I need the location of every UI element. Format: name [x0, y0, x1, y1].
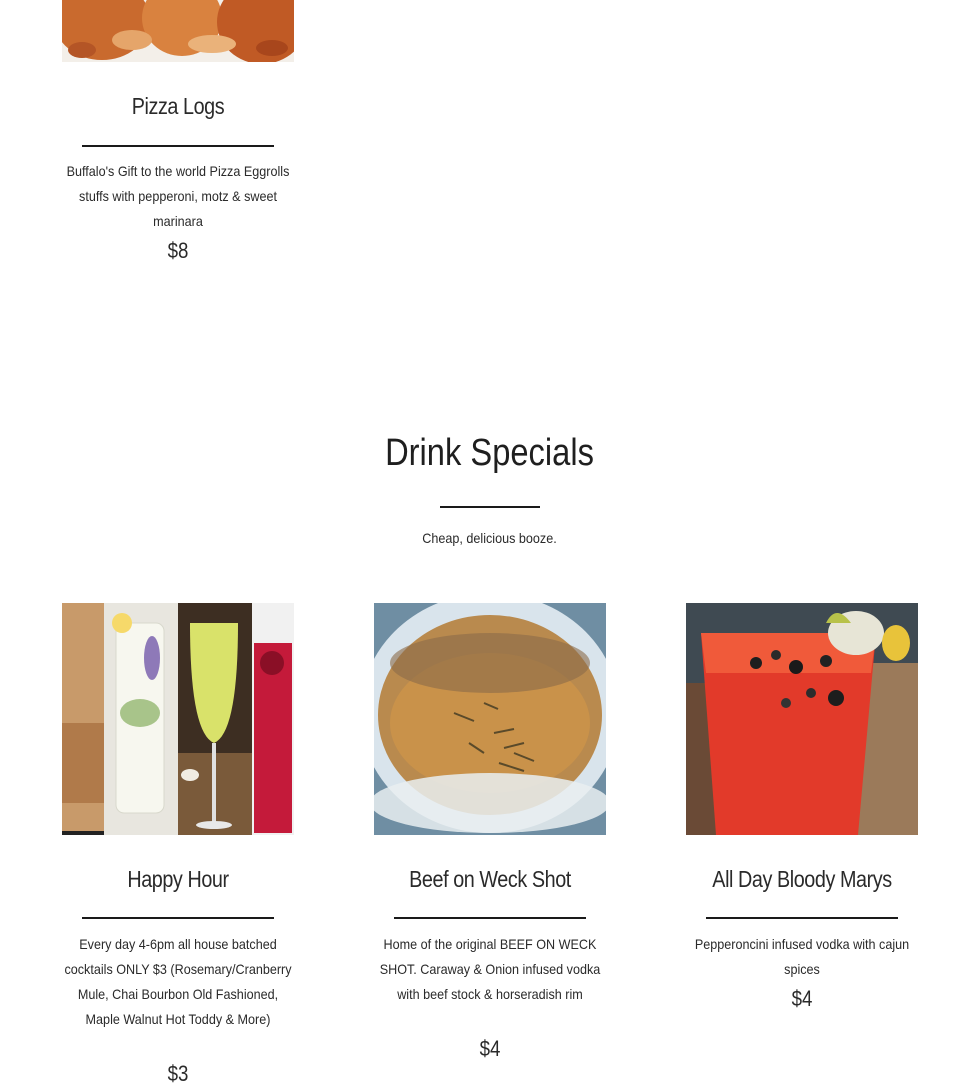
beef-on-weck-shot-photo	[374, 603, 606, 835]
item-price: $4	[791, 986, 813, 1011]
divider	[82, 917, 274, 919]
section-subtitle: Cheap, delicious booze.	[422, 530, 557, 546]
item-description: Every day 4-6pm all house batched cocktails ONLY $3 (Rosemary/Cranberry Mule, Chai Bourbon Old Fashioned, Maple Walnut Hot Toddy & More)	[64, 936, 292, 1027]
item-description: Home of the original BEEF ON WECK SHOT. Caraway & Onion infused vodka with beef stock & horseradish rim	[379, 936, 601, 1002]
item-price: $8	[167, 238, 189, 263]
divider	[82, 145, 274, 147]
item-price: $3	[167, 1061, 189, 1086]
item-title: Beef on Weck Shot	[409, 866, 571, 892]
section-divider	[440, 506, 540, 508]
section-title: Drink Specials	[385, 432, 594, 474]
bloody-mary-photo	[686, 603, 918, 835]
pizza-logs-photo	[62, 0, 294, 62]
item-description: Pepperoncini infused vodka with cajun spices	[694, 936, 910, 977]
item-title: All Day Bloody Marys	[712, 866, 892, 892]
item-description: Buffalo's Gift to the world Pizza Eggrolls stuffs with pepperoni, motz & sweet marinara	[66, 163, 290, 229]
item-title: Pizza Logs	[131, 93, 225, 119]
divider	[394, 917, 586, 919]
item-title: Happy Hour	[127, 866, 229, 892]
item-price: $4	[479, 1036, 501, 1061]
divider	[706, 917, 898, 919]
cocktails-photo	[62, 603, 294, 835]
